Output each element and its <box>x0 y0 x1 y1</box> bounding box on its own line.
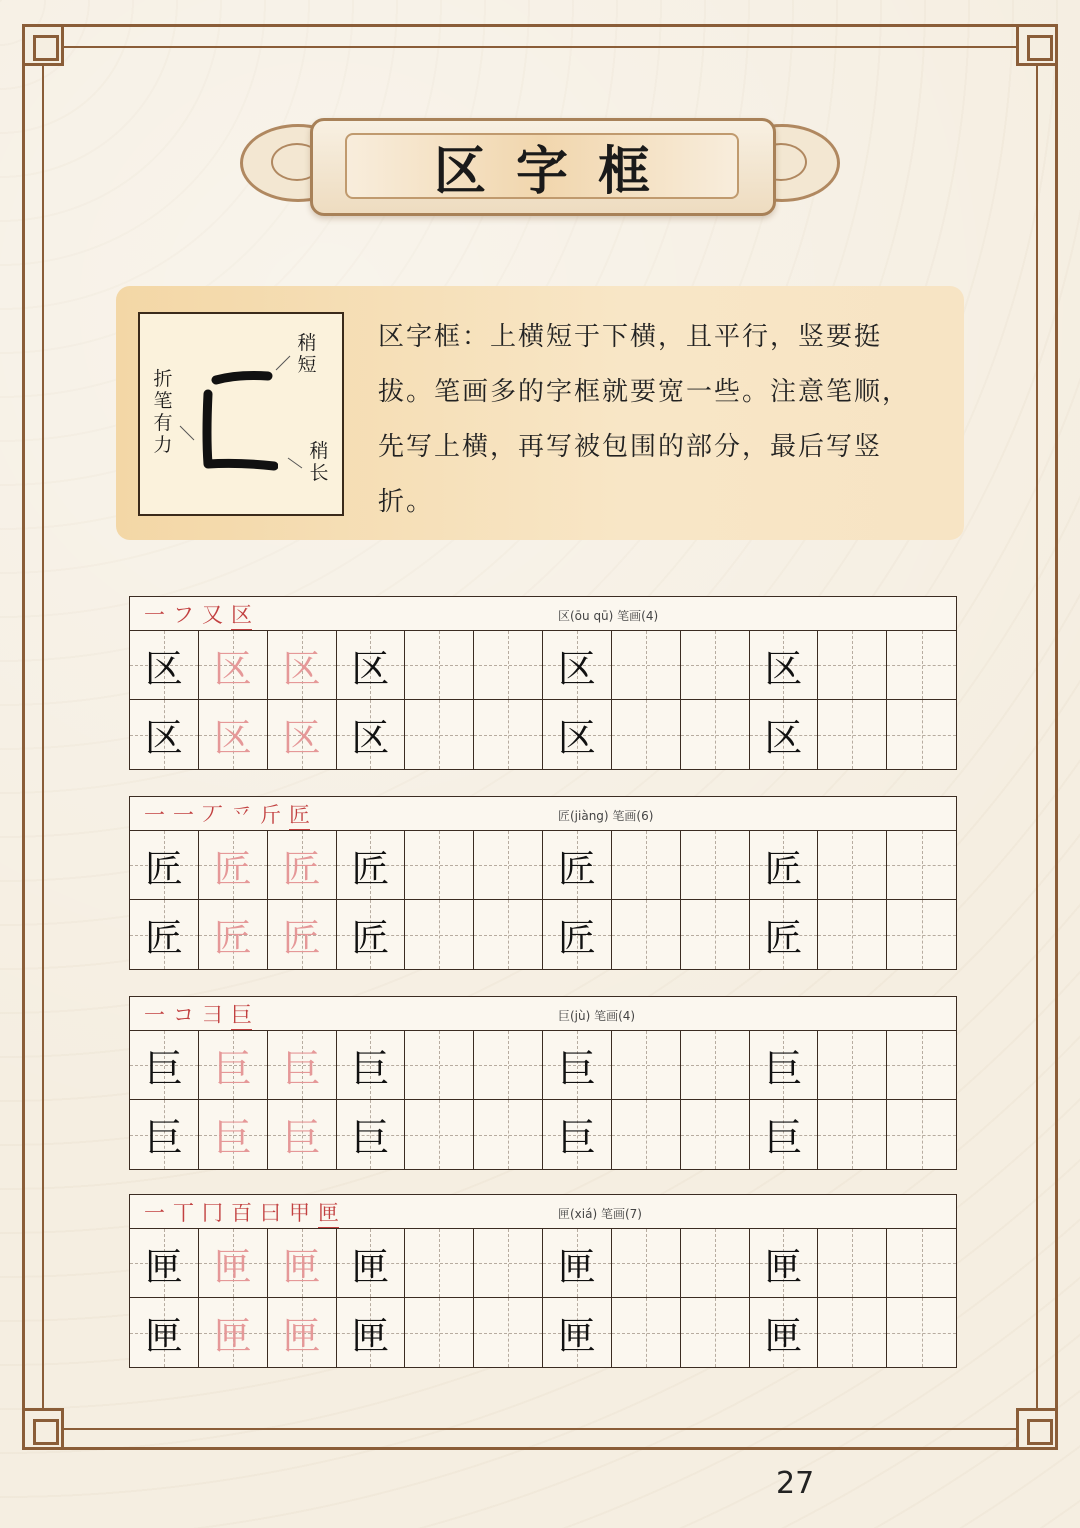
model-cell <box>750 900 819 969</box>
practice-char: 匠 <box>351 846 390 891</box>
blank-cell <box>818 1031 887 1100</box>
practice-char: 匠 <box>144 916 183 960</box>
stroke-step: 一 <box>173 803 194 827</box>
blank-cell <box>405 700 474 769</box>
blank-cell <box>405 1100 474 1169</box>
practice-section <box>129 996 957 1170</box>
blank-cell <box>887 831 956 900</box>
model-cell <box>337 631 406 700</box>
model-cell <box>543 1100 612 1169</box>
model-cell <box>337 1100 406 1169</box>
practice-char: 匣 <box>144 1314 183 1358</box>
tracing-cell <box>268 700 337 769</box>
practice-char: 区 <box>213 716 252 760</box>
model-cell <box>543 1229 612 1298</box>
blank-cell <box>887 1100 956 1169</box>
blank-cell <box>681 1031 750 1100</box>
practice-char: 巨 <box>557 1046 596 1091</box>
model-cell <box>337 831 406 900</box>
stroke-order <box>144 999 252 1030</box>
practice-char: 巨 <box>764 1046 803 1091</box>
practice-char: 区 <box>144 716 183 760</box>
pinyin-label: 匠(jiàng) 笔画(6) <box>558 809 654 823</box>
model-cell <box>130 700 199 769</box>
practice-char: 巨 <box>282 1116 321 1160</box>
stroke-step: コ <box>173 1003 194 1027</box>
banner-plate-inner <box>345 133 739 202</box>
blank-cell <box>681 900 750 969</box>
practice-char: 巨 <box>764 1116 803 1160</box>
blank-cell <box>818 1298 887 1367</box>
pinyin-label: 巨(jù) 笔画(4) <box>558 1009 636 1023</box>
stroke-step: 丆 <box>202 803 223 827</box>
stroke-step: 匠 <box>289 799 310 830</box>
blank-cell <box>405 1298 474 1367</box>
blank-cell <box>474 831 543 900</box>
practice-header <box>130 597 956 631</box>
model-cell <box>750 1031 819 1100</box>
stroke-step: 一 <box>144 1201 165 1225</box>
model-cell <box>130 831 199 900</box>
tracing-cell <box>199 900 268 969</box>
practice-char: 匣 <box>764 1244 803 1289</box>
practice-char: 匣 <box>351 1314 390 1358</box>
model-cell <box>130 900 199 969</box>
tracing-cell <box>268 831 337 900</box>
practice-char: 匣 <box>144 1244 183 1289</box>
tracing-cell <box>199 700 268 769</box>
practice-char: 匠 <box>144 846 183 891</box>
blank-cell <box>474 1229 543 1298</box>
practice-char: 匠 <box>351 916 390 960</box>
page-title: 区字框 <box>433 140 680 202</box>
practice-char: 匣 <box>282 1244 321 1289</box>
blank-cell <box>474 1031 543 1100</box>
stroke-step: 一 <box>144 803 165 827</box>
practice-char: 匣 <box>213 1314 252 1358</box>
blank-cell <box>681 631 750 700</box>
model-cell <box>750 1298 819 1367</box>
tracing-cell <box>268 1298 337 1367</box>
radical-description: 区字框：上横短于下横，且平行，竖要挺拔。笔画多的字框就要宽一些。注意笔顺，先写上横，再写被包围的部分，最后写竖折。 <box>378 322 911 517</box>
practice-char: 匠 <box>764 846 803 891</box>
model-cell <box>337 1229 406 1298</box>
stroke-step: 巨 <box>231 999 252 1030</box>
blank-cell <box>612 1229 681 1298</box>
practice-char: 巨 <box>213 1116 252 1160</box>
blank-cell <box>474 631 543 700</box>
demo-note-bottom: 稍长 <box>309 440 329 484</box>
blank-cell <box>474 700 543 769</box>
blank-cell <box>612 700 681 769</box>
model-cell <box>337 900 406 969</box>
model-cell <box>130 1100 199 1169</box>
blank-cell <box>612 1031 681 1100</box>
pinyin-label: 匣(xiá) 笔画(7) <box>558 1207 642 1221</box>
blank-cell <box>818 1100 887 1169</box>
practice-char: 区 <box>764 646 803 691</box>
stroke-step: 彐 <box>202 1003 223 1027</box>
practice-char: 匣 <box>213 1244 252 1289</box>
blank-cell <box>887 900 956 969</box>
practice-char: 巨 <box>351 1046 390 1091</box>
tracing-cell <box>268 1031 337 1100</box>
blank-cell <box>612 1298 681 1367</box>
practice-char: 匠 <box>213 916 252 960</box>
practice-char: 区 <box>282 646 321 691</box>
corner-ornament <box>1016 24 1058 66</box>
title-banner <box>240 108 840 218</box>
blank-cell <box>887 700 956 769</box>
blank-cell <box>612 1100 681 1169</box>
practice-char: 匣 <box>351 1244 390 1289</box>
demo-note-left: 折笔有力 <box>153 368 173 456</box>
practice-char: 区 <box>213 646 252 691</box>
blank-cell <box>681 1229 750 1298</box>
blank-cell <box>681 831 750 900</box>
practice-char: 匠 <box>764 916 803 960</box>
practice-char: 巨 <box>144 1046 183 1091</box>
model-cell <box>750 700 819 769</box>
blank-cell <box>612 900 681 969</box>
practice-char: 匠 <box>557 846 596 891</box>
practice-section <box>129 596 957 770</box>
practice-char: 区 <box>557 646 596 691</box>
demo-note-top: 稍短 <box>297 332 317 376</box>
practice-grid <box>130 831 956 969</box>
blank-cell <box>474 1100 543 1169</box>
practice-char: 匣 <box>557 1314 596 1358</box>
practice-char: 匠 <box>282 846 321 891</box>
model-cell <box>337 1298 406 1367</box>
banner-plate <box>310 118 776 216</box>
blank-cell <box>818 831 887 900</box>
blank-cell <box>887 1229 956 1298</box>
blank-cell <box>887 1298 956 1367</box>
model-cell <box>750 1229 819 1298</box>
model-cell <box>337 1031 406 1100</box>
blank-cell <box>818 900 887 969</box>
model-cell <box>750 831 819 900</box>
model-cell <box>543 1031 612 1100</box>
practice-grid <box>130 1229 956 1367</box>
stroke-step: 又 <box>202 603 223 627</box>
blank-cell <box>405 831 474 900</box>
tracing-cell <box>199 631 268 700</box>
pinyin-label: 区(ōu qū) 笔画(4) <box>558 609 659 623</box>
tracing-cell <box>199 1229 268 1298</box>
tracing-cell <box>268 1100 337 1169</box>
blank-cell <box>681 700 750 769</box>
blank-cell <box>405 1229 474 1298</box>
practice-char: 匣 <box>282 1314 321 1358</box>
info-card <box>116 286 964 540</box>
tracing-cell <box>199 831 268 900</box>
blank-cell <box>681 1298 750 1367</box>
model-cell <box>130 1298 199 1367</box>
model-cell <box>130 1031 199 1100</box>
stroke-step: 甲 <box>289 1201 310 1225</box>
blank-cell <box>405 1031 474 1100</box>
demo-pointer-lines <box>140 314 346 518</box>
practice-char: 巨 <box>213 1046 252 1091</box>
blank-cell <box>818 631 887 700</box>
practice-grid <box>130 1031 956 1169</box>
corner-ornament <box>1016 1408 1058 1450</box>
blank-cell <box>405 631 474 700</box>
practice-char: 区 <box>764 716 803 760</box>
stroke-step: 匣 <box>318 1197 339 1228</box>
practice-section <box>129 796 957 970</box>
stroke-step: 区 <box>231 599 252 630</box>
model-cell <box>543 1298 612 1367</box>
stroke-order <box>144 799 310 830</box>
tracing-cell <box>268 900 337 969</box>
practice-char: 巨 <box>557 1116 596 1160</box>
model-cell <box>543 631 612 700</box>
corner-ornament <box>22 24 64 66</box>
model-cell <box>543 900 612 969</box>
stroke-step: 冂 <box>202 1201 223 1225</box>
stroke-step: 乊 <box>231 803 252 827</box>
practice-char: 匠 <box>557 916 596 960</box>
stroke-step: 斤 <box>260 803 281 827</box>
page-number: 27 <box>776 1466 815 1501</box>
stroke-step: 一 <box>144 1003 165 1027</box>
tracing-cell <box>199 1100 268 1169</box>
practice-grid <box>130 631 956 769</box>
practice-char: 巨 <box>351 1116 390 1160</box>
tracing-cell <box>268 631 337 700</box>
practice-char: 匣 <box>557 1244 596 1289</box>
blank-cell <box>887 1031 956 1100</box>
practice-header <box>130 1195 956 1229</box>
blank-cell <box>405 900 474 969</box>
stroke-step: フ <box>173 603 194 627</box>
practice-section <box>129 1194 957 1368</box>
stroke-step: 丅 <box>173 1201 194 1225</box>
blank-cell <box>474 900 543 969</box>
practice-header <box>130 997 956 1031</box>
practice-char: 匠 <box>282 916 321 960</box>
practice-char: 区 <box>557 716 596 760</box>
stroke-step: 一 <box>144 603 165 627</box>
model-cell <box>543 831 612 900</box>
practice-char: 巨 <box>282 1046 321 1091</box>
stroke-order <box>144 1197 339 1228</box>
model-cell <box>337 700 406 769</box>
practice-char: 巨 <box>144 1116 183 1160</box>
stroke-step: 百 <box>231 1201 252 1225</box>
practice-char: 区 <box>351 716 390 760</box>
model-cell <box>130 1229 199 1298</box>
stroke-order <box>144 599 252 630</box>
practice-header <box>130 797 956 831</box>
blank-cell <box>474 1298 543 1367</box>
blank-cell <box>887 631 956 700</box>
blank-cell <box>612 831 681 900</box>
practice-char: 区 <box>282 716 321 760</box>
corner-ornament <box>22 1408 64 1450</box>
tracing-cell <box>199 1298 268 1367</box>
model-cell <box>130 631 199 700</box>
tracing-cell <box>199 1031 268 1100</box>
model-cell <box>543 700 612 769</box>
practice-char: 匣 <box>764 1314 803 1358</box>
blank-cell <box>681 1100 750 1169</box>
model-cell <box>750 1100 819 1169</box>
tracing-cell <box>268 1229 337 1298</box>
blank-cell <box>818 700 887 769</box>
radical-demo-box <box>138 312 344 516</box>
practice-char: 区 <box>351 646 390 691</box>
practice-char: 匠 <box>213 846 252 891</box>
blank-cell <box>612 631 681 700</box>
blank-cell <box>818 1229 887 1298</box>
stroke-step: 曰 <box>260 1201 281 1225</box>
practice-char: 区 <box>144 646 183 691</box>
model-cell <box>750 631 819 700</box>
